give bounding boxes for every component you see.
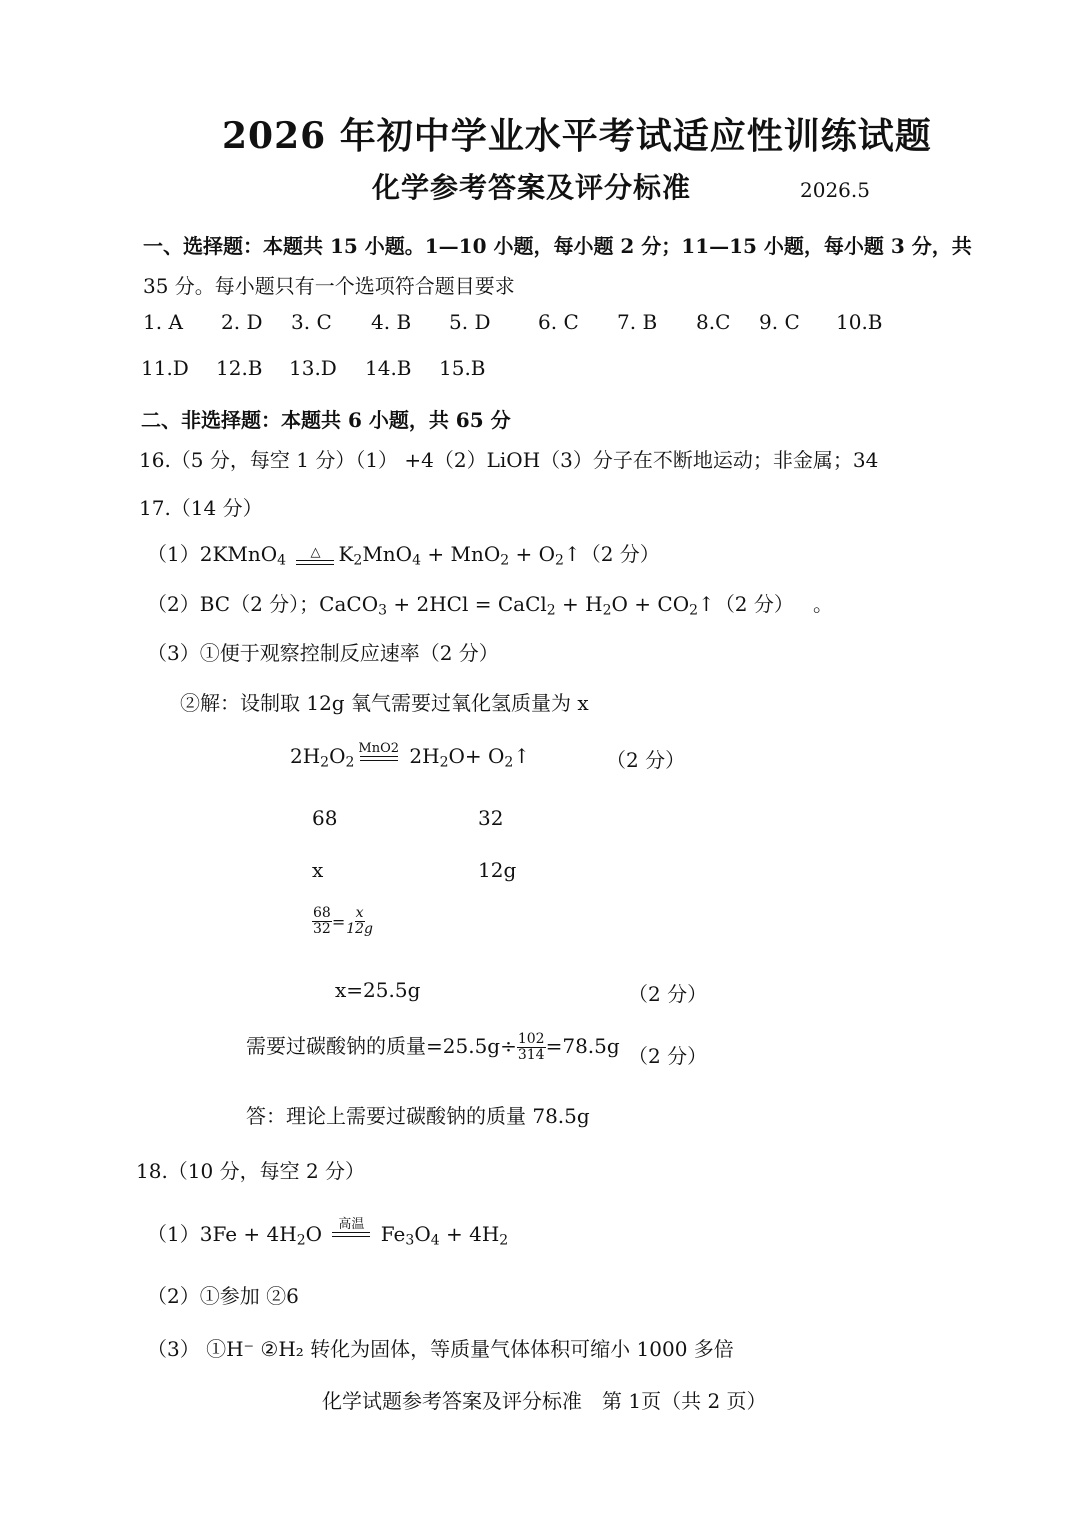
mass-32: 32 [478,806,504,830]
answer-item: 5. D [449,310,491,334]
answer-item: 14.B [365,356,412,380]
q17-2-equation: （2）BC（2 分）；CaCO$_3$ + 2HCl = CaCl$_2$ + $H_2O$ + $CO_2↑(2$ 分） 。 [147,592,833,619]
q17-1-reactant: （1）2KMnO [147,542,278,566]
answer-item: 3. C [291,310,332,334]
x-score: （2 分） [628,982,708,1006]
mass-x: x [312,858,324,882]
mass-12g: 12g [478,858,517,882]
q18-heading: 18.（10 分，每空 2 分） [136,1159,366,1183]
sodium-percarbonate-mass: 需要过碳酸钠的质量=25.5g÷ $\frac{102}{314}$ =78.5g [246,1030,620,1063]
q17-3-2: ②解：设制取 12g 氧气需要过氧化氢质量为 x [180,691,589,715]
answer-item: 9. C [759,310,800,334]
date: 2026.5 [800,178,870,202]
q18-1-equation: $(1)3Fe + 4H_2O$ 高温 $Fe_3O_4 + 4H_2$ [147,1217,509,1249]
fraction-68-32: $\frac{68}{32}$ [313,905,331,938]
page-footer: 化学试题参考答案及评分标准 第 1页（共 2 页） [322,1389,767,1413]
q17-2-score: （2 分） [714,592,794,616]
answer-item: 1. A [143,310,183,334]
section1-line1: 一、选择题：本题共 15 小题。1—10 小题，每小题 2 分；11—15 小题，每小题 3 分，共 [143,234,972,258]
q17-2-prefix: （2）BC（2 分）；CaCO [147,592,379,616]
section2-heading: 二、非选择题：本题共 6 小题，共 65 分 [141,408,511,432]
answer-item: 13.D [289,356,337,380]
q17-1-score: （2 分） [580,542,660,566]
q17-1-equation: （1）2KMnO$_4$ △ $K_2MnO_4 + MnO_2$ + $O_2↑(2$ 分） [147,542,660,569]
answer-item: 10.B [836,310,883,334]
answer-item: 8.C [696,310,731,334]
q16-answer: 16.（5 分，每空 1 分）（1） +4（2）LiOH（3）分子在不断地运动；非金属；34 [139,448,879,472]
h2o2-equation: $2H_2O_2$ MnO2 $2H_2O+$ $O_2↑$ [290,741,531,771]
page-subtitle: 化学参考答案及评分标准 [372,171,692,204]
section1-line2: 35 分。每小题只有一个选项符合题目要求 [143,274,515,298]
catalyst-condition: MnO2 [358,742,399,761]
answer-item: 4. B [371,310,412,334]
answer-item: 7. B [617,310,658,334]
q17-2-end: 。 [812,592,833,616]
q17-3-1: （3）①便于观察控制反应速率（2 分） [147,641,499,665]
x-result: x=25.5g [335,978,421,1002]
answer-line: 答：理论上需要过碳酸钠的质量 78.5g [246,1104,590,1128]
page-title: 2026 年初中学业水平考试适应性训练试题 [222,115,932,157]
answer-item: 2. D [221,310,263,334]
answer-item: 11.D [141,356,189,380]
answer-item: 12.B [216,356,263,380]
mass-68: 68 [312,806,338,830]
q17-heading: 17.（14 分） [139,496,263,520]
proportion: $\frac{68}{32}$ = $\frac{x}{12g}$ [313,905,374,938]
q18-3: （3） ①H⁻ ②H₂ 转化为固体，等质量气体体积可缩小 1000 多倍 [147,1337,734,1361]
q18-2: （2）①参加 ②6 [147,1284,299,1308]
heat-condition: △ [296,546,334,565]
need-score: （2 分） [628,1044,708,1068]
fraction-102-314: $\frac{102}{314}$ [517,1030,545,1063]
fraction-x-12g: $\frac{x}{12g}$ [346,905,374,938]
high-temp-condition: 高温 [332,1218,370,1237]
answer-item: 15.B [439,356,486,380]
answer-item: 6. C [538,310,579,334]
eq-score: （2 分） [606,748,686,772]
